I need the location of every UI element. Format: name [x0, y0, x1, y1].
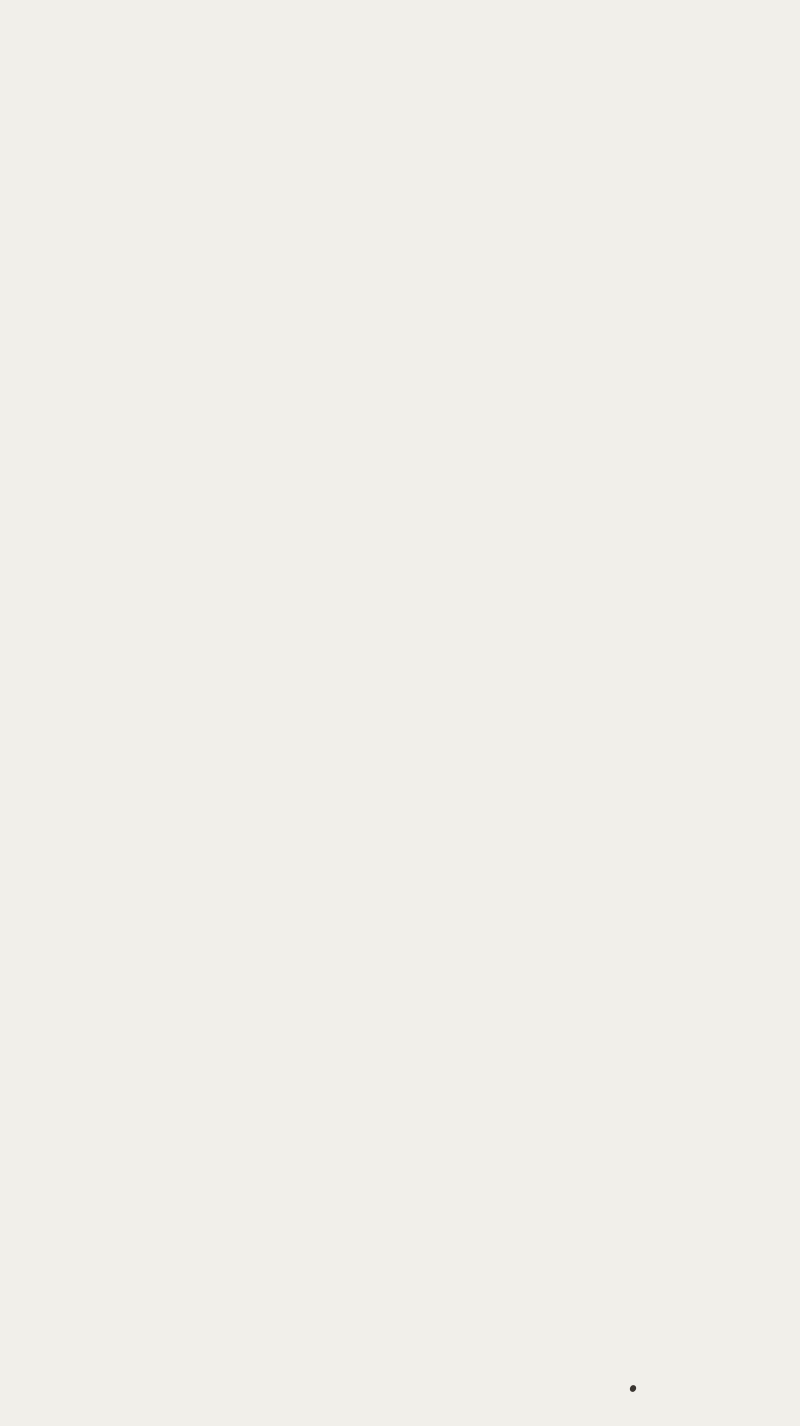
ink-speck — [629, 1384, 638, 1393]
